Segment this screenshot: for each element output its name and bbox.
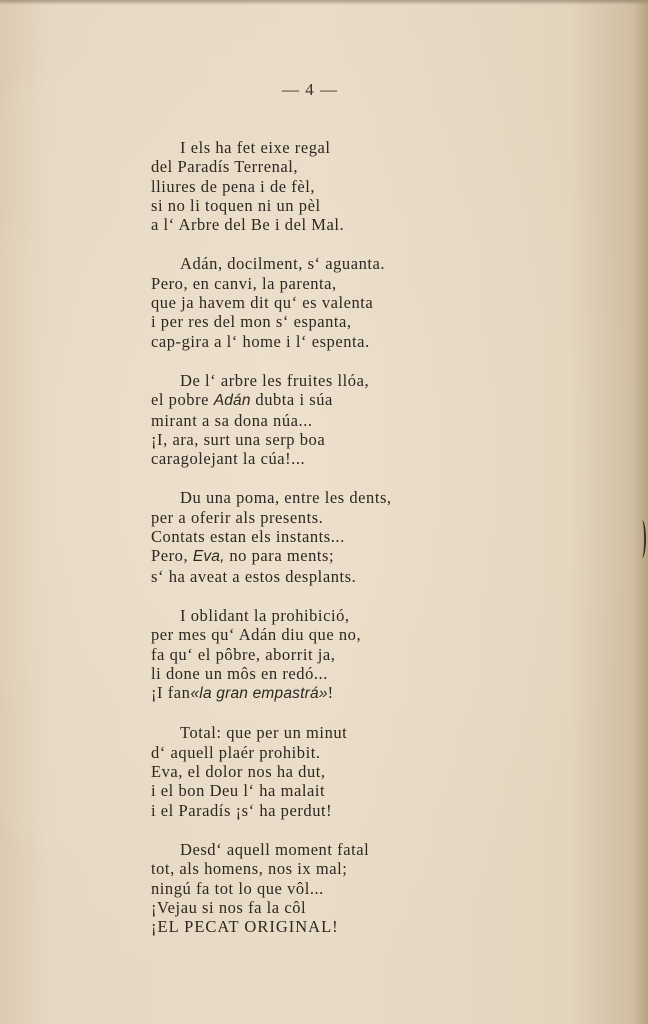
poem-line: Du una poma, entre les dents, <box>180 488 392 508</box>
poem-line: s‘ ha aveat a estos desplants. <box>151 566 357 586</box>
stanza-1 <box>151 138 611 234</box>
poem-line: que ja havem dit qu‘ es valenta <box>151 293 374 313</box>
poem-line-part: no para ments; <box>229 546 335 566</box>
poem-line <box>151 390 611 410</box>
poem-line: I oblidant la prohibició, <box>180 605 350 625</box>
poem-line: fa qu‘ el pôbre, aborrit ja, <box>151 644 336 664</box>
poem-line: mirant a sa dona núa... <box>151 410 313 430</box>
poem-line: Contats estan els instants... <box>151 527 345 547</box>
poem-line: li done un môs en redó... <box>151 663 328 683</box>
poem-line: d‘ aquell plaér prohibit. <box>151 742 321 762</box>
poem-line: i per res del mon s‘ espanta, <box>151 312 352 332</box>
poem-line: tot, als homens, nos ix mal; <box>151 859 348 879</box>
stanza-3 <box>151 371 611 468</box>
poem-line: Pero, en canvi, la parenta, <box>151 273 337 293</box>
page-number: — 4 — <box>282 80 338 99</box>
poem-line <box>151 546 611 566</box>
poem-line: ningú fa tot lo que vôl... <box>151 878 324 898</box>
poem-line: Adán, docilment, s‘ aguanta. <box>180 254 386 274</box>
poem-line-italic: «la gran empastrá» <box>190 685 328 703</box>
poem-line: caragolejant la cúa!... <box>151 449 306 469</box>
poem-line: ¡I, ara, surt una serp boa <box>151 429 326 449</box>
poem-line: a l‘ Arbre del Be i del Mal. <box>151 215 345 235</box>
poem-line: Eva, el dolor nos ha dut, <box>151 762 326 782</box>
poem-line: De l‘ arbre les fruites llóa, <box>180 370 370 390</box>
poem-line: per a oferir als presents. <box>151 507 324 527</box>
poem-line-final: ¡EL PECAT ORIGINAL! <box>151 917 339 937</box>
poem-line: per mes qu‘ Adán diu que no, <box>151 625 362 645</box>
poem-line: i el bon Deu l‘ ha malait <box>151 781 326 801</box>
poem-line: cap-gira a l‘ home i l‘ espenta. <box>151 331 370 351</box>
poem-line: del Paradís Terrenal, <box>151 157 299 177</box>
page-top-edge <box>0 0 648 5</box>
poem-line-italic: Adán <box>213 392 251 410</box>
page-right-edge <box>634 0 648 1024</box>
poem-line-part: ! <box>327 683 334 703</box>
poem-line: Total: que per un minut <box>180 723 348 743</box>
binding-mark <box>638 520 646 558</box>
stanza-7 <box>151 840 611 936</box>
stanza-2 <box>151 254 611 350</box>
stanza-4 <box>151 488 611 585</box>
poem-line: Desd‘ aquell moment fatal <box>180 839 370 859</box>
poem-line: lliures de pena i de fèl, <box>151 176 316 196</box>
poem-line-part: el pobre <box>151 390 210 410</box>
poem-line: si no li toquen ni un pèl <box>151 195 321 215</box>
stanza-5 <box>151 606 611 703</box>
poem-line-italic: Eva, <box>192 548 225 566</box>
stanza-6 <box>151 723 611 819</box>
poem-line: ¡Vejau si nos fa la côl <box>151 897 307 917</box>
poem-line-part: ¡I fan <box>151 683 191 703</box>
poem-line-part: Pero, <box>151 546 189 566</box>
poem <box>151 138 611 956</box>
poem-line-part: dubta i súa <box>255 390 333 410</box>
poem-line: I els ha fet eixe regal <box>180 138 331 157</box>
poem-line: i el Paradís ¡s‘ ha perdut! <box>151 800 333 820</box>
poem-line <box>151 683 611 703</box>
